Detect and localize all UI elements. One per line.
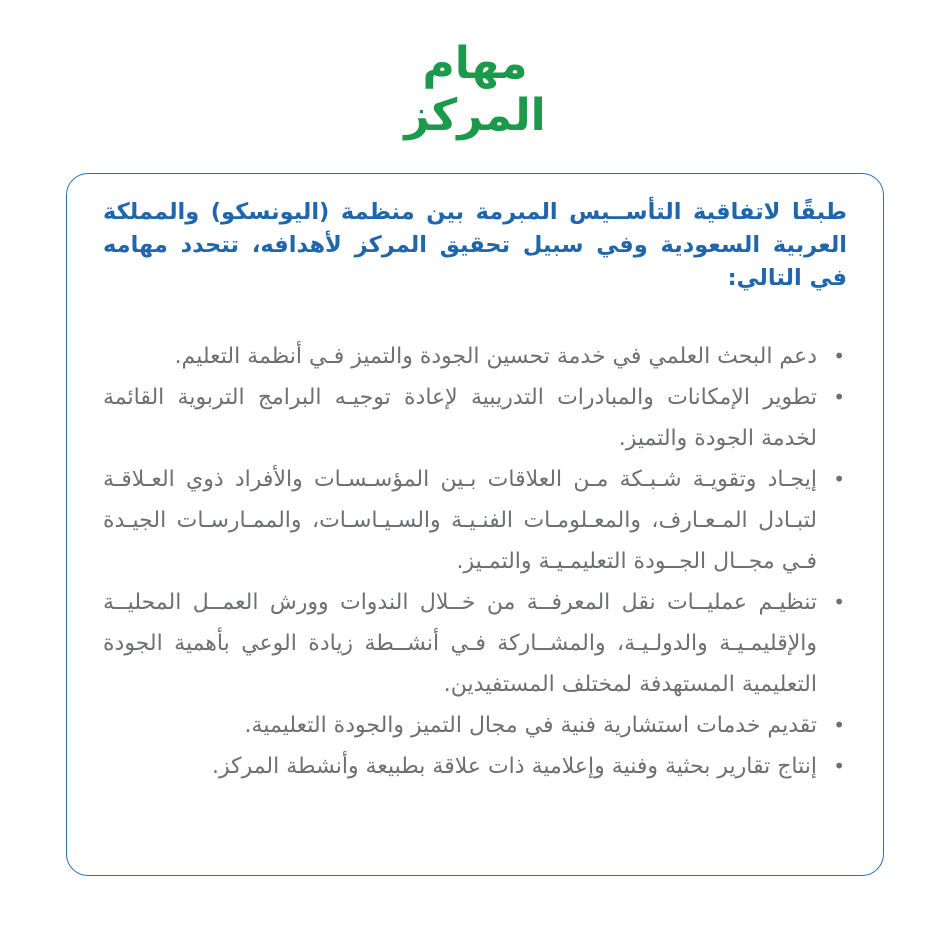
bullet-icon: •: [833, 713, 845, 737]
task-text: تطوير الإمكانات والمبادرات التدريبية لإعادة توجيـه البرامج التربوية القائمة لخدمة الجودة والتميز.: [103, 385, 817, 451]
list-item: [103, 705, 847, 746]
bullet-icon: •: [833, 590, 845, 614]
page-title: [0, 38, 950, 142]
list-item: [103, 377, 847, 459]
task-text: تنظيـم عمليــات نقل المعرفــة من خــلال الندوات وورش العمــل المحليــة والإقليمـيـة والدولـيـة، والمشــاركة فـي أنشــطة زيادة الوعي بأهمية الجودة التعليمية المستهدفة لمختلف المستفيدين.: [103, 590, 817, 697]
title-line-2: المركز: [404, 90, 546, 141]
list-item: [103, 582, 847, 705]
intro-paragraph: طبقًا لاتفاقية التأســيس المبرمة بين منظمة (اليونسكو) والمملكة العربية السعودية وفي سبيل تحقيق المركز لأهدافه، تتحدد مهامه في التالي:: [103, 199, 847, 291]
bullet-icon: •: [833, 344, 845, 368]
task-text: إيجـاد وتقويـة شـبـكة مـن العلاقات بـين المؤسـسـات والأفراد ذوي العـلاقـة لتبـادل المـعـارف، والمعـلومـات الفنـيـة والسـيـاسـات، والممـارسـات الجيـدة فـي مجــال الجــودة التعليمـيـة والتمـيز.: [103, 467, 817, 574]
tasks-list: [103, 336, 847, 787]
bullet-icon: •: [833, 385, 845, 409]
bullet-icon: •: [833, 754, 845, 778]
task-text: إنتاج تقارير بحثية وفنية وإعلامية ذات علاقة بطبيعة وأنشطة المركز.: [211, 754, 817, 779]
task-text: دعم البحث العلمي في خدمة تحسين الجودة والتميز فـي أنظمة التعليم.: [174, 344, 817, 369]
list-item: [103, 746, 847, 787]
title-line-1: مهام: [422, 38, 528, 89]
bullet-icon: •: [833, 467, 845, 491]
list-item: [103, 336, 847, 377]
list-item: [103, 459, 847, 582]
task-text: تقديم خدمات استشارية فنية في مجال التميز والجودة التعليمية.: [244, 713, 817, 738]
tasks-panel: [66, 173, 884, 876]
